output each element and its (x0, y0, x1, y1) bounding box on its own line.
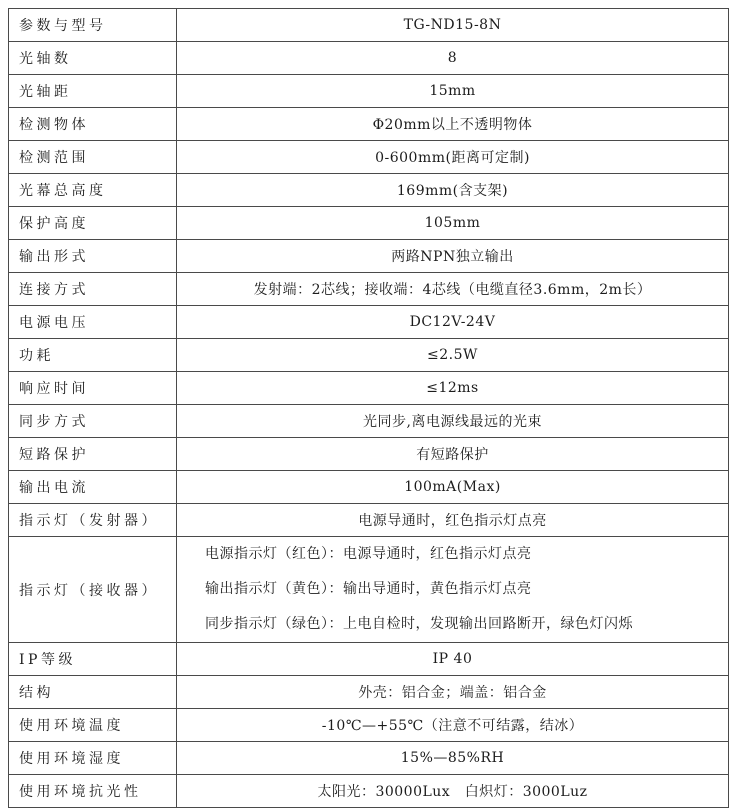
spec-table (8, 8, 729, 808)
table-row (9, 206, 728, 239)
table-row-receiver-indicators (9, 536, 728, 642)
spec-value: ≤2.5W (427, 347, 478, 363)
table-row (9, 140, 728, 173)
spec-value: 太阳光：30000Lux 白炽灯：3000Luz (317, 784, 588, 800)
spec-value: ≤12ms (426, 380, 479, 396)
spec-label: 指示灯（发射器） (9, 504, 177, 536)
spec-value-multiline (177, 537, 728, 642)
spec-value: 105mm (424, 215, 481, 231)
spec-value: 100mA(Max) (404, 479, 501, 495)
spec-label: 参数与型号 (9, 9, 177, 41)
spec-value: 外壳：铝合金；端盖：铝合金 (358, 685, 547, 701)
spec-label: 电源电压 (9, 306, 177, 338)
indicator-line-sync: 同步指示灯（绿色）：上电自检时，发现输出回路断开，绿色灯闪烁 (205, 616, 633, 632)
spec-label: 使用环境抗光性 (9, 775, 177, 807)
spec-label: 短路保护 (9, 438, 177, 470)
spec-label: 结构 (9, 676, 177, 708)
table-row (9, 404, 728, 437)
spec-label: 保护高度 (9, 207, 177, 239)
table-row (9, 371, 728, 404)
table-row (9, 642, 728, 675)
spec-label: 使用环境湿度 (9, 742, 177, 774)
indicator-line-output: 输出指示灯（黄色）：输出导通时，黄色指示灯点亮 (205, 581, 532, 597)
spec-label: IP等级 (9, 643, 177, 675)
table-row (9, 74, 728, 107)
table-row (9, 675, 728, 708)
spec-label: 功耗 (9, 339, 177, 371)
table-row (9, 41, 728, 74)
table-row (9, 239, 728, 272)
spec-label: 同步方式 (9, 405, 177, 437)
table-row (9, 173, 728, 206)
spec-value: DC12V-24V (409, 314, 496, 330)
table-row (9, 305, 728, 338)
table-row (9, 272, 728, 305)
spec-label: 响应时间 (9, 372, 177, 404)
spec-value: -10℃—+55℃（注意不可结露，结冰） (321, 718, 584, 734)
table-row (9, 708, 728, 741)
spec-label: 指示灯（接收器） (9, 537, 177, 642)
spec-value: 15%—85%RH (400, 750, 505, 766)
table-row (9, 470, 728, 503)
table-row (9, 503, 728, 536)
spec-label: 检测物体 (9, 108, 177, 140)
spec-label: 检测范围 (9, 141, 177, 173)
spec-value: TG-ND15-8N (403, 17, 502, 33)
spec-label: 使用环境温度 (9, 709, 177, 741)
indicator-line-power: 电源指示灯（红色）：电源导通时，红色指示灯点亮 (205, 546, 532, 562)
spec-value: 15mm (429, 83, 476, 99)
spec-label: 输出形式 (9, 240, 177, 272)
spec-value: 光同步,离电源线最远的光束 (363, 414, 542, 430)
table-row (9, 774, 728, 807)
spec-value: Φ20mm以上不透明物体 (372, 117, 533, 133)
spec-value: 电源导通时，红色指示灯点亮 (358, 513, 547, 529)
spec-label: 输出电流 (9, 471, 177, 503)
spec-value: IP 40 (432, 651, 473, 667)
spec-value: 169mm(含支架) (396, 183, 509, 199)
spec-label: 连接方式 (9, 273, 177, 305)
spec-label: 光幕总高度 (9, 174, 177, 206)
table-row (9, 9, 728, 41)
table-row (9, 741, 728, 774)
table-row (9, 437, 728, 470)
spec-label: 光轴距 (9, 75, 177, 107)
spec-value: 0-600mm(距离可定制) (375, 150, 530, 166)
spec-value: 两路NPN独立输出 (391, 249, 514, 265)
spec-value: 有短路保护 (416, 447, 489, 463)
spec-value: 发射端：2芯线；接收端：4芯线（电缆直径3.6mm，2m长） (253, 282, 652, 298)
table-row (9, 107, 728, 140)
table-row (9, 338, 728, 371)
spec-value: 8 (447, 50, 458, 66)
spec-label: 光轴数 (9, 42, 177, 74)
